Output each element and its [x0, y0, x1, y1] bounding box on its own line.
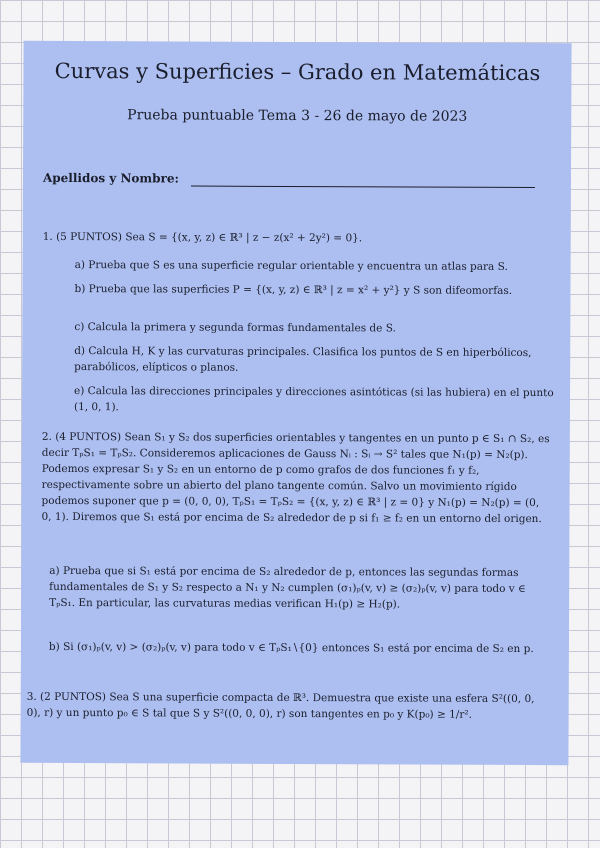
q1-part-c: c) Calcula la primera y segunda formas fundamentales de S.: [74, 321, 396, 335]
exam-title: Curvas y Superficies – Grado en Matemáticas: [54, 58, 541, 86]
q1-part-b: b) Prueba que las superficies P = {(x, y, z) ∈ ℝ³ | z = x² + y²} y S son difeomorfas.: [74, 283, 513, 297]
q1-part-e: e) Calcula las direcciones principales y direcciones asintóticas (si las hubiera) en el punto (1, 0, 1).: [73, 385, 554, 414]
name-label: Apellidos y Nombre:: [42, 170, 179, 186]
q2-part-a: a) Prueba que si S₁ está por encima de S₂ alrededor de p, entonces las segundas formas fundamentales de S₁ y S₂ respecto a N₁ y N₂ cumplen (σ₁)ₚ(v, v) ≥ (σ₂)ₚ(v, v) para todo v ∈ TₚS₁. En particular, las curvaturas medias verifican H₁(p) ≥ H₂(p).: [49, 564, 526, 611]
question-1: 1. (5 PUNTOS) Sea S = {(x, y, z) ∈ ℝ³ | z − z(x² + 2y²) = 0}.: [42, 230, 363, 245]
q1-part-a: a) Prueba que S es una superficie regular orientable y encuentra un atlas para S.: [74, 259, 508, 273]
name-line: [191, 186, 535, 189]
q2-part-b: b) Si (σ₁)ₚ(v, v) > (σ₂)ₚ(v, v) para todo v ∈ TₚS₁∖{0} entonces S₁ está por encima de S₂ en p.: [48, 640, 534, 656]
question-2: 2. (4 PUNTOS) Sean S₁ y S₂ dos superficies orientables y tangentes en un punto p ∈ S₁ ∩ S₂, es decir TₚS₁ = TₚS₂. Consideremos aplicaciones de Gauss Nᵢ : Sᵢ → S² tales que N₁(p) = N₂(p). Podemos expresar S₁ y S₂ en un entorno de p como grafos de dos funciones f₁ y f₂, respectivamente sobre un abierto del plano tangente común. Salvo un movimiento rígido podemos suponer que p = (0, 0, 0), TₚS₁ = TₚS₂ = {(x, y, z) ∈ ℝ³ | z = 0} y N₁(p) = N₂(p) = (0, 0, 1). Diremos que S₁ está por encima de S₂ alrededor de p si f₁ ≥ f₂ en un entorno del origen.: [41, 430, 550, 526]
q1-part-d: d) Calcula H, K y las curvaturas principales. Clasifica los puntos de S en hiperbólicos, parabólicos, elípticos o planos.: [74, 345, 532, 374]
exam-subtitle: Prueba puntuable Tema 3 - 26 de mayo de 2023: [127, 107, 468, 125]
exam-sheet: [20, 41, 571, 765]
question-3: 3. (2 PUNTOS) Sea S una superficie compacta de ℝ³. Demuestra que existe una esfera S²((0, 0, 0), r) y un punto p₀ ∈ S tal que S y S²((0, 0, 0), r) son tangentes en p₀ y K(p₀) ≥ 1/r².: [26, 690, 535, 721]
